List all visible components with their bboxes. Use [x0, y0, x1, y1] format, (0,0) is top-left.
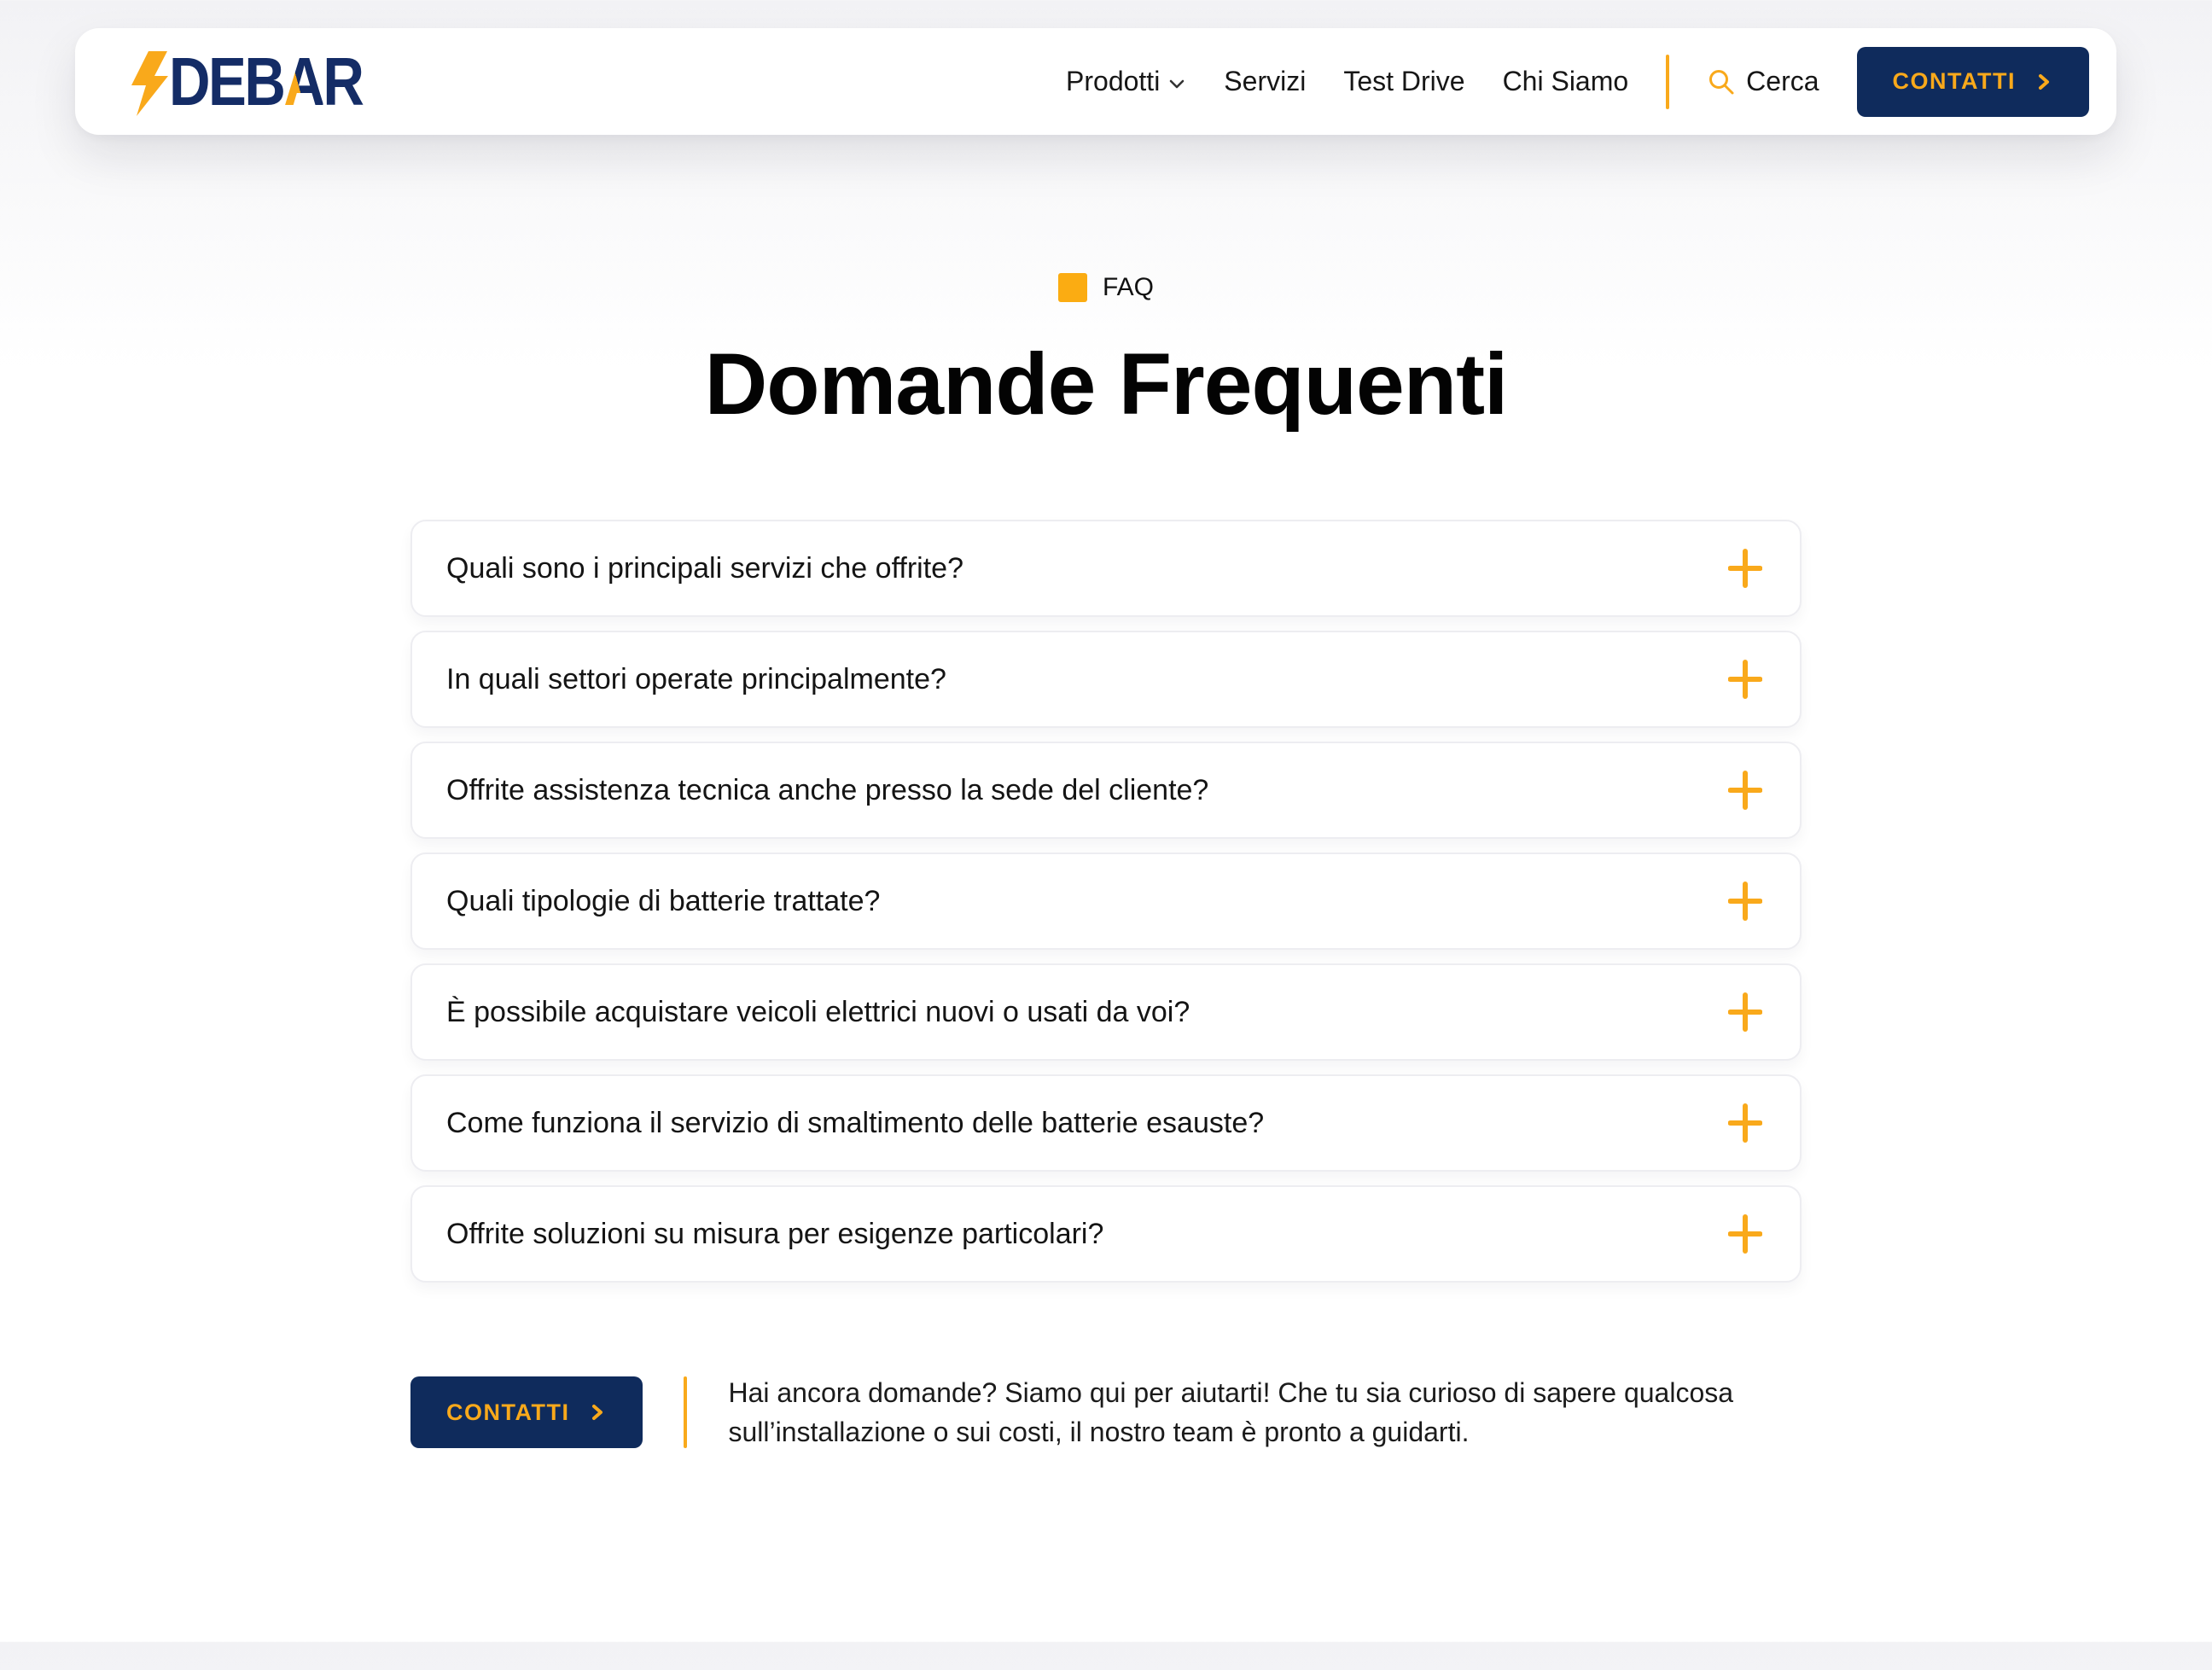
cta-contatti-label: CONTATTI: [446, 1399, 570, 1425]
chevron-right-icon: [2034, 71, 2053, 93]
logo-letter: E: [208, 43, 245, 119]
cta-text: Hai ancora domande? Siamo qui per aiutarti! Che tu sia curioso di sapere qualcosa sull’installazione o sui costi, il nostro team è pronto a guidarti.: [728, 1377, 1734, 1447]
chevron-down-icon: [1167, 78, 1186, 91]
nav-item-label: Prodotti: [1066, 66, 1161, 96]
plus-icon[interactable]: [1728, 549, 1762, 588]
plus-icon[interactable]: [1728, 882, 1762, 921]
faq-question: In quali settori operate principalmente?: [446, 662, 946, 695]
nav-item-test-drive[interactable]: [1343, 66, 1464, 97]
faq-question: Offrite assistenza tecnica anche presso la sede del cliente?: [446, 773, 1209, 806]
faq-badge-label: FAQ: [1102, 273, 1154, 301]
nav-item-chi-siamo[interactable]: [1503, 66, 1629, 97]
faq-question: Offrite soluzioni su misura per esigenze particolari?: [446, 1217, 1104, 1250]
nav-item-prodotti[interactable]: [1066, 66, 1186, 97]
nav-links: [1066, 66, 1628, 97]
faq-item[interactable]: [410, 852, 1802, 950]
logo-letter: A: [283, 43, 323, 119]
search-link[interactable]: [1707, 66, 1819, 97]
logo-letter: D: [169, 43, 209, 119]
faq-question: Come funziona il servizio di smaltimento delle batterie esauste?: [446, 1106, 1265, 1139]
search-icon: [1707, 67, 1736, 96]
contatti-button-label: CONTATTI: [1892, 68, 2016, 94]
faq-item[interactable]: [410, 742, 1802, 839]
logo-letter: R: [323, 43, 363, 119]
site-header: [75, 28, 2116, 135]
faq-item[interactable]: [410, 631, 1802, 728]
nav-divider: [1666, 55, 1669, 109]
main-nav: [1066, 47, 2089, 117]
cta-divider: [684, 1376, 687, 1448]
nav-item-label: Servizi: [1224, 66, 1307, 96]
contatti-button[interactable]: [1857, 47, 2089, 117]
cta-section: [410, 1373, 1802, 1452]
faq-list: [410, 520, 1802, 1283]
logo-text: [169, 43, 363, 119]
faq-question: Quali tipologie di batterie trattate?: [446, 884, 881, 917]
faq-question: È possibile acquistare veicoli elettrici nuovi o usati da voi?: [446, 995, 1190, 1028]
faq-item[interactable]: [410, 1185, 1802, 1283]
logo[interactable]: [128, 39, 399, 124]
faq-item[interactable]: [410, 520, 1802, 617]
plus-icon[interactable]: [1728, 992, 1762, 1032]
plus-icon[interactable]: [1728, 660, 1762, 699]
faq-item[interactable]: [410, 1074, 1802, 1172]
plus-icon[interactable]: [1728, 1103, 1762, 1143]
nav-item-label: Chi Siamo: [1502, 66, 1629, 96]
faq-question: Quali sono i principali servizi che offrite?: [446, 551, 963, 585]
faq-section: [0, 135, 2212, 1452]
nav-item-servizi[interactable]: [1224, 66, 1306, 97]
cta-contatti-button[interactable]: [410, 1376, 643, 1448]
plus-icon[interactable]: [1728, 771, 1762, 810]
lightning-bolt-icon: [128, 48, 172, 124]
search-label: Cerca: [1746, 66, 1819, 96]
logo-letter: B: [244, 43, 284, 119]
nav-item-label: Test Drive: [1343, 66, 1465, 96]
page-title: Domande Frequenti: [704, 335, 1508, 433]
faq-item[interactable]: [410, 963, 1802, 1061]
chevron-right-icon: [588, 1401, 607, 1423]
faq-badge-square: [1058, 273, 1087, 302]
plus-icon[interactable]: [1728, 1214, 1762, 1254]
faq-badge: [0, 273, 2212, 302]
